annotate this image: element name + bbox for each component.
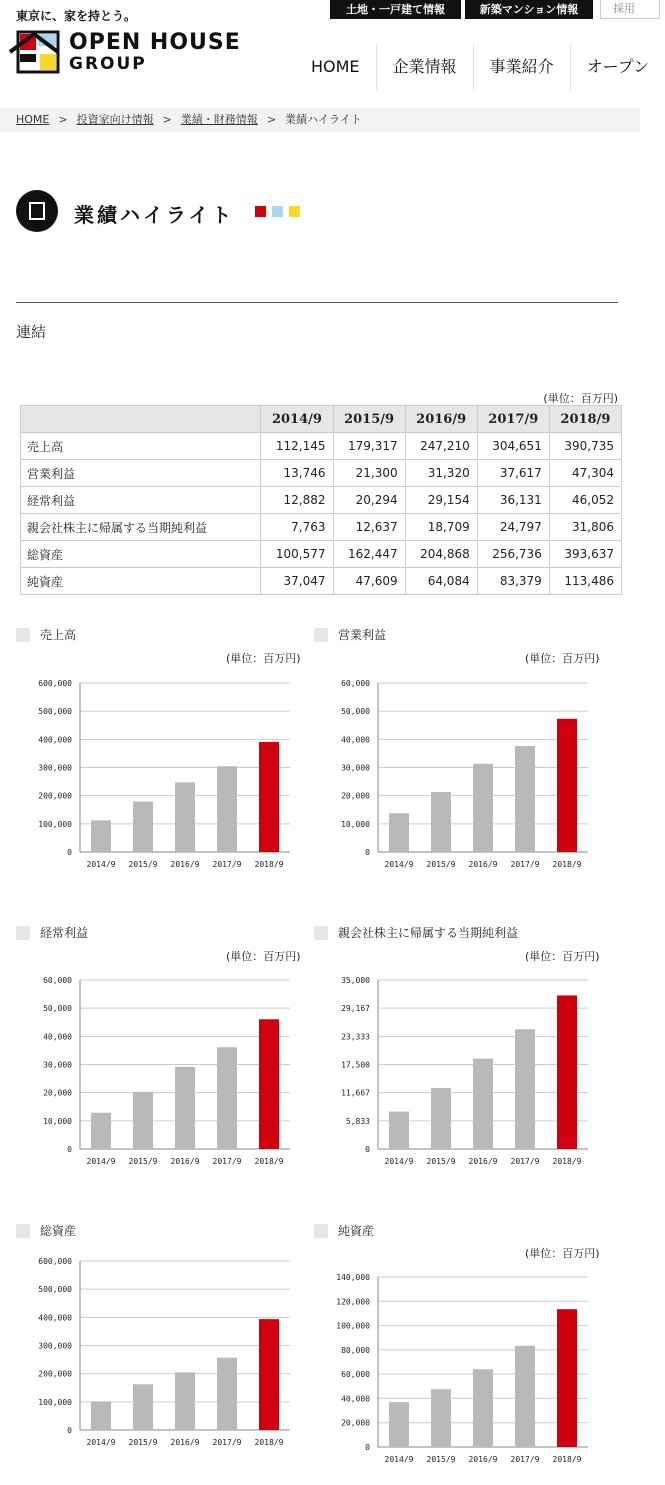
bar bbox=[217, 766, 237, 852]
x-tick-label: 2016/9 bbox=[468, 1455, 498, 1464]
yellow-square bbox=[289, 206, 300, 217]
bar bbox=[133, 1384, 153, 1430]
y-tick-label: 50,000 bbox=[341, 707, 370, 717]
x-tick-label: 2018/9 bbox=[254, 1157, 284, 1166]
nav-open[interactable]: オープン bbox=[570, 44, 665, 90]
chevron-right-icon: > bbox=[58, 113, 68, 126]
y-tick-label: 20,000 bbox=[341, 791, 370, 801]
brand-name: OPEN HOUSE bbox=[69, 30, 241, 55]
y-tick-label: 400,000 bbox=[38, 1313, 72, 1323]
red-square bbox=[255, 206, 266, 217]
bar bbox=[515, 1029, 535, 1149]
value-cell: 304,651 bbox=[477, 433, 549, 460]
chart-title bbox=[314, 626, 386, 643]
value-cell: 47,609 bbox=[333, 568, 405, 595]
bar bbox=[389, 813, 409, 852]
x-tick-label: 2015/9 bbox=[426, 860, 456, 869]
x-tick-label: 2017/9 bbox=[212, 860, 242, 869]
bar bbox=[217, 1047, 237, 1149]
value-cell: 36,131 bbox=[477, 487, 549, 514]
title-marker bbox=[314, 628, 328, 642]
row-label: 売上高 bbox=[21, 433, 261, 460]
y-tick-label: 11,667 bbox=[341, 1088, 370, 1098]
bar bbox=[175, 1372, 195, 1430]
y-tick-label: 0 bbox=[67, 1145, 72, 1154]
chart-title-text: 純資産 bbox=[338, 1224, 375, 1238]
chart-title-text: 経常利益 bbox=[40, 926, 89, 940]
breadcrumb bbox=[0, 108, 640, 132]
x-tick-label: 2018/9 bbox=[254, 860, 284, 869]
page-title: 業績ハイライト bbox=[74, 203, 235, 227]
tagline: 東京に、家を持とう。 bbox=[16, 9, 137, 23]
y-tick-label: 300,000 bbox=[38, 763, 72, 773]
bar bbox=[431, 792, 451, 852]
y-tick-label: 20,000 bbox=[43, 1088, 72, 1098]
bar bbox=[557, 1309, 577, 1447]
bar bbox=[431, 1389, 451, 1447]
global-nav bbox=[295, 44, 665, 90]
bar bbox=[259, 1019, 279, 1149]
value-cell: 247,210 bbox=[405, 433, 477, 460]
x-tick-label: 2014/9 bbox=[86, 1157, 116, 1166]
x-tick-label: 2014/9 bbox=[86, 1438, 116, 1447]
y-tick-label: 80,000 bbox=[341, 1345, 370, 1355]
bar-chart bbox=[20, 1256, 310, 1455]
y-tick-label: 200,000 bbox=[38, 1369, 72, 1379]
value-cell: 29,154 bbox=[405, 487, 477, 514]
y-tick-label: 30,000 bbox=[43, 1060, 72, 1070]
table-row bbox=[21, 514, 622, 541]
table-unit: (単位：百万円) bbox=[543, 392, 618, 405]
nav-home[interactable]: HOME bbox=[311, 57, 360, 76]
y-tick-label: 0 bbox=[67, 848, 72, 857]
table-header-row bbox=[21, 406, 622, 433]
x-tick-label: 2016/9 bbox=[468, 860, 498, 869]
bar bbox=[175, 782, 195, 852]
y-tick-label: 40,000 bbox=[341, 1394, 370, 1404]
value-cell: 21,300 bbox=[333, 460, 405, 487]
breadcrumb-ir[interactable]: 投資家向け情報 bbox=[76, 113, 154, 126]
y-tick-label: 300,000 bbox=[38, 1341, 72, 1351]
bar bbox=[473, 1369, 493, 1447]
y-tick-label: 100,000 bbox=[38, 819, 72, 829]
x-tick-label: 2015/9 bbox=[128, 1438, 158, 1447]
bar-chart bbox=[318, 1272, 608, 1472]
y-tick-label: 0 bbox=[365, 848, 370, 857]
x-tick-label: 2014/9 bbox=[86, 860, 116, 869]
row-label: 営業利益 bbox=[21, 460, 261, 487]
bar bbox=[91, 1113, 111, 1149]
bar bbox=[133, 801, 153, 852]
y-tick-label: 0 bbox=[365, 1443, 370, 1452]
y-tick-label: 500,000 bbox=[38, 707, 72, 717]
x-tick-label: 2015/9 bbox=[426, 1455, 456, 1464]
breadcrumb-financial[interactable]: 業績・財務情報 bbox=[180, 113, 258, 126]
title-marker bbox=[314, 1224, 328, 1238]
y-tick-label: 200,000 bbox=[38, 791, 72, 801]
x-tick-label: 2018/9 bbox=[552, 860, 582, 869]
bar bbox=[217, 1358, 237, 1430]
table-header-cell: 2017/9 bbox=[477, 406, 549, 433]
y-tick-label: 17,500 bbox=[341, 1060, 370, 1070]
x-tick-label: 2015/9 bbox=[128, 860, 158, 869]
value-cell: 204,868 bbox=[405, 541, 477, 568]
blue-square bbox=[272, 206, 283, 217]
table-header-cell: 2016/9 bbox=[405, 406, 477, 433]
bar bbox=[91, 1402, 111, 1430]
y-tick-label: 29,167 bbox=[341, 1004, 370, 1014]
value-cell: 37,047 bbox=[261, 568, 333, 595]
bar bbox=[515, 746, 535, 852]
table-header-cell: 2018/9 bbox=[549, 406, 621, 433]
color-dots bbox=[255, 206, 300, 217]
chart-title bbox=[314, 924, 518, 941]
value-cell: 256,736 bbox=[477, 541, 549, 568]
nav-business[interactable]: 事業紹介 bbox=[473, 44, 570, 90]
y-tick-label: 100,000 bbox=[38, 1397, 72, 1407]
value-cell: 18,709 bbox=[405, 514, 477, 541]
x-tick-label: 2017/9 bbox=[212, 1438, 242, 1447]
table-row bbox=[21, 460, 622, 487]
table-row bbox=[21, 487, 622, 514]
title-marker bbox=[16, 1224, 30, 1238]
top-links bbox=[330, 0, 593, 19]
table-header-cell: 2014/9 bbox=[261, 406, 333, 433]
value-cell: 162,447 bbox=[333, 541, 405, 568]
x-tick-label: 2017/9 bbox=[510, 1455, 540, 1464]
row-label: 経常利益 bbox=[21, 487, 261, 514]
breadcrumb-current: 業績ハイライト bbox=[285, 113, 362, 126]
table-row bbox=[21, 433, 622, 460]
x-tick-label: 2015/9 bbox=[128, 1157, 158, 1166]
divider bbox=[16, 302, 618, 303]
value-cell: 47,304 bbox=[549, 460, 621, 487]
y-tick-label: 500,000 bbox=[38, 1285, 72, 1295]
x-tick-label: 2014/9 bbox=[384, 860, 414, 869]
value-cell: 12,637 bbox=[333, 514, 405, 541]
chart-unit: (単位：百万円) bbox=[226, 652, 301, 665]
y-tick-label: 5,833 bbox=[345, 1116, 370, 1126]
y-tick-label: 60,000 bbox=[341, 1370, 370, 1380]
open-house-logo[interactable] bbox=[10, 30, 60, 74]
y-tick-label: 40,000 bbox=[43, 1032, 72, 1042]
table-header-cell: 2015/9 bbox=[333, 406, 405, 433]
bar-chart bbox=[20, 975, 310, 1174]
nav-company[interactable]: 企業情報 bbox=[376, 44, 473, 90]
recruit-link[interactable]: 採用 bbox=[600, 0, 660, 19]
x-tick-label: 2016/9 bbox=[170, 860, 200, 869]
chart-title-text: 売上高 bbox=[40, 628, 77, 642]
chart-unit: (単位：百万円) bbox=[525, 1247, 600, 1260]
value-cell: 113,486 bbox=[549, 568, 621, 595]
title-marker bbox=[16, 628, 30, 642]
bar bbox=[389, 1402, 409, 1447]
x-tick-label: 2015/9 bbox=[426, 1157, 456, 1166]
land-house-link[interactable]: 土地・一戸建て情報 bbox=[330, 0, 461, 19]
chart-title-text: 親会社株主に帰属する当期純利益 bbox=[338, 926, 519, 940]
bar bbox=[431, 1088, 451, 1149]
chart-title bbox=[314, 1222, 374, 1239]
condo-link[interactable]: 新築マンション情報 bbox=[465, 0, 593, 19]
value-cell: 390,735 bbox=[549, 433, 621, 460]
value-cell: 31,320 bbox=[405, 460, 477, 487]
y-tick-label: 60,000 bbox=[341, 679, 370, 688]
y-tick-label: 600,000 bbox=[38, 679, 72, 688]
chart-title-text: 総資産 bbox=[40, 1224, 77, 1238]
table-row bbox=[21, 541, 622, 568]
value-cell: 12,882 bbox=[261, 487, 333, 514]
row-label: 純資産 bbox=[21, 568, 261, 595]
y-tick-label: 20,000 bbox=[341, 1418, 370, 1428]
bar bbox=[389, 1112, 409, 1149]
x-tick-label: 2016/9 bbox=[468, 1157, 498, 1166]
x-tick-label: 2017/9 bbox=[510, 1157, 540, 1166]
x-tick-label: 2017/9 bbox=[510, 860, 540, 869]
title-marker bbox=[314, 926, 328, 940]
brand-group: GROUP bbox=[69, 54, 147, 74]
building-icon bbox=[16, 190, 58, 232]
row-label: 総資産 bbox=[21, 541, 261, 568]
y-tick-label: 35,000 bbox=[341, 976, 370, 985]
value-cell: 31,806 bbox=[549, 514, 621, 541]
bar bbox=[473, 764, 493, 852]
x-tick-label: 2017/9 bbox=[212, 1157, 242, 1166]
y-tick-label: 140,000 bbox=[336, 1273, 370, 1282]
table-row bbox=[21, 568, 622, 595]
bar bbox=[473, 1059, 493, 1149]
chart-unit: (単位：百万円) bbox=[226, 950, 301, 963]
bar bbox=[557, 719, 577, 852]
row-label: 親会社株主に帰属する当期純利益 bbox=[21, 514, 261, 541]
y-tick-label: 120,000 bbox=[336, 1297, 370, 1307]
bar-chart bbox=[318, 678, 608, 877]
bar bbox=[175, 1067, 195, 1149]
y-tick-label: 0 bbox=[67, 1426, 72, 1435]
financial-table bbox=[20, 405, 622, 595]
x-tick-label: 2018/9 bbox=[254, 1438, 284, 1447]
value-cell: 112,145 bbox=[261, 433, 333, 460]
table-header-cell bbox=[21, 406, 261, 433]
y-tick-label: 60,000 bbox=[43, 976, 72, 985]
value-cell: 83,379 bbox=[477, 568, 549, 595]
chart-unit: (単位：百万円) bbox=[525, 652, 600, 665]
bar bbox=[259, 1319, 279, 1430]
value-cell: 100,577 bbox=[261, 541, 333, 568]
value-cell: 393,637 bbox=[549, 541, 621, 568]
y-tick-label: 600,000 bbox=[38, 1257, 72, 1266]
bar bbox=[91, 820, 111, 852]
bar bbox=[515, 1346, 535, 1447]
y-tick-label: 23,333 bbox=[341, 1032, 370, 1042]
y-tick-label: 10,000 bbox=[43, 1116, 72, 1126]
value-cell: 37,617 bbox=[477, 460, 549, 487]
breadcrumb-home[interactable]: HOME bbox=[16, 113, 50, 126]
value-cell: 179,317 bbox=[333, 433, 405, 460]
chevron-right-icon: > bbox=[162, 113, 172, 126]
y-tick-label: 0 bbox=[365, 1145, 370, 1154]
value-cell: 46,052 bbox=[549, 487, 621, 514]
x-tick-label: 2014/9 bbox=[384, 1455, 414, 1464]
section-label: 連結 bbox=[16, 323, 47, 341]
bar bbox=[133, 1092, 153, 1149]
x-tick-label: 2014/9 bbox=[384, 1157, 414, 1166]
y-tick-label: 40,000 bbox=[341, 735, 370, 745]
title-marker bbox=[16, 926, 30, 940]
chart-unit: (単位：百万円) bbox=[525, 950, 600, 963]
y-tick-label: 50,000 bbox=[43, 1004, 72, 1014]
bar bbox=[259, 742, 279, 852]
x-tick-label: 2016/9 bbox=[170, 1157, 200, 1166]
chart-title-text: 営業利益 bbox=[338, 628, 387, 642]
y-tick-label: 100,000 bbox=[336, 1321, 370, 1331]
y-tick-label: 30,000 bbox=[341, 763, 370, 773]
chevron-right-icon: > bbox=[266, 113, 277, 126]
x-tick-label: 2018/9 bbox=[552, 1455, 582, 1464]
value-cell: 13,746 bbox=[261, 460, 333, 487]
chart-title bbox=[16, 924, 88, 941]
value-cell: 20,294 bbox=[333, 487, 405, 514]
x-tick-label: 2018/9 bbox=[552, 1157, 582, 1166]
bar-chart bbox=[20, 678, 310, 877]
value-cell: 64,084 bbox=[405, 568, 477, 595]
x-tick-label: 2016/9 bbox=[170, 1438, 200, 1447]
chart-title bbox=[16, 1222, 76, 1239]
value-cell: 7,763 bbox=[261, 514, 333, 541]
y-tick-label: 400,000 bbox=[38, 735, 72, 745]
y-tick-label: 10,000 bbox=[341, 819, 370, 829]
bar bbox=[557, 995, 577, 1149]
bar-chart bbox=[318, 975, 608, 1174]
value-cell: 24,797 bbox=[477, 514, 549, 541]
chart-title bbox=[16, 626, 76, 643]
